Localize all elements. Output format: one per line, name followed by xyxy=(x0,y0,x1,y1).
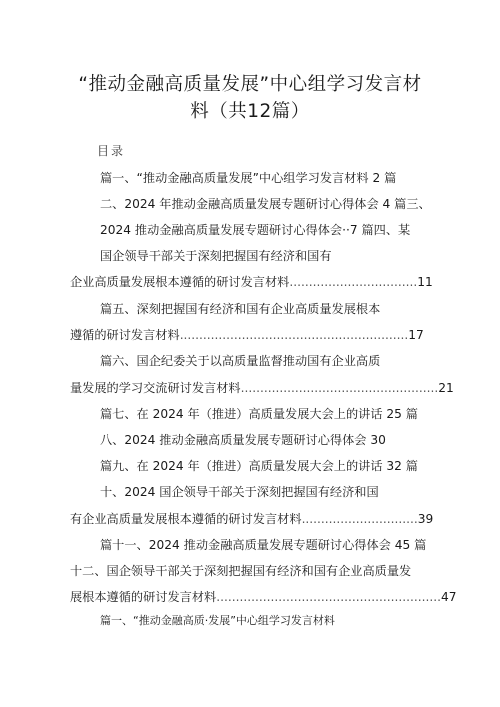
toc-leader-dots: .......................................................... xyxy=(216,590,441,604)
toc-entry-text: 量发展的学习交流研讨发言材料 xyxy=(70,381,241,395)
section-heading: 篇一、“推动金融高质·发展”中心组学习发言材料 xyxy=(100,614,335,627)
document-title-line-2: 料（共12篇） xyxy=(190,101,310,122)
toc-entry-text: 展根本遵循的研讨发言材料 xyxy=(70,590,217,604)
toc-entry-3[interactable]: 2024 推动金融高质量发展专题研讨心得体会··7 篇四、某 xyxy=(100,223,411,237)
toc-entry-11[interactable]: 篇十一、2024 推动金融高质量发展专题研讨心得体会 45 篇 xyxy=(100,538,427,552)
toc-entry-4-line-2[interactable] xyxy=(70,274,433,290)
toc-entry-6-line-1[interactable]: 篇六、国企纪委关于以高质量监督推动国有企业高质 xyxy=(100,354,381,368)
toc-leader-dots: .............................. xyxy=(301,512,418,526)
toc-entry-9[interactable]: 篇九、在 2024 年（推进）高质量发展大会上的讲话 32 篇 xyxy=(100,459,418,473)
toc-entry-12-line-1[interactable]: 十二、国企领导干部关于深刻把握国有经济和国有企业高质量发 xyxy=(70,564,412,578)
toc-page-number: 21 xyxy=(438,381,454,395)
toc-entry-text: 有企业高质量发展根本遵循的研讨发言材料 xyxy=(70,512,302,526)
toc-heading: 目录 xyxy=(97,144,126,158)
toc-entry-4-line-1[interactable]: 国企领导干部关于深刻把握国有经济和国有 xyxy=(100,249,332,263)
toc-entry-10-line-1[interactable]: 十、2024 国企领导干部关于深刻把握国有经济和国 xyxy=(100,485,379,499)
toc-entry-7[interactable]: 篇七、在 2024 年（推进）高质量发展大会上的讲话 25 篇 xyxy=(100,407,418,421)
toc-page-number: 39 xyxy=(417,512,434,526)
toc-leader-dots: ................................................... xyxy=(240,381,439,395)
toc-page-number: 11 xyxy=(417,275,433,289)
toc-entry-8[interactable]: 八、2024 推动金融高质量发展专题研讨心得体会 30 xyxy=(100,433,386,447)
toc-page-number: 17 xyxy=(408,328,424,342)
toc-entry-2[interactable]: 二、2024 年推动金融高质量发展专题研讨心得体会 4 篇三、 xyxy=(100,197,431,211)
toc-page-number: 47 xyxy=(440,590,457,604)
toc-entry-1[interactable]: 篇一、“推动金融高质量发展”中心组学习发言材料 2 篇 xyxy=(100,171,397,185)
toc-entry-text: 遵循的研讨发言材料 xyxy=(70,328,180,342)
toc-entry-text: 企业高质量发展根本遵循的研讨发言材料 xyxy=(70,275,290,289)
toc-entry-5-line-1[interactable]: 篇五、深刻把握国有经济和国有企业高质量发展根本 xyxy=(100,302,381,316)
toc-entry-6-line-2[interactable] xyxy=(70,380,454,396)
toc-leader-dots: ................................. xyxy=(289,275,418,289)
toc-entry-10-line-2[interactable] xyxy=(70,511,433,527)
toc-entry-12-line-2[interactable] xyxy=(70,589,456,605)
toc-entry-5-line-2[interactable] xyxy=(70,327,424,343)
document-title-line-1: “推动金融高质量发展”中心组学习发言材 xyxy=(78,74,422,95)
toc-leader-dots: ........................................................... xyxy=(179,328,409,342)
